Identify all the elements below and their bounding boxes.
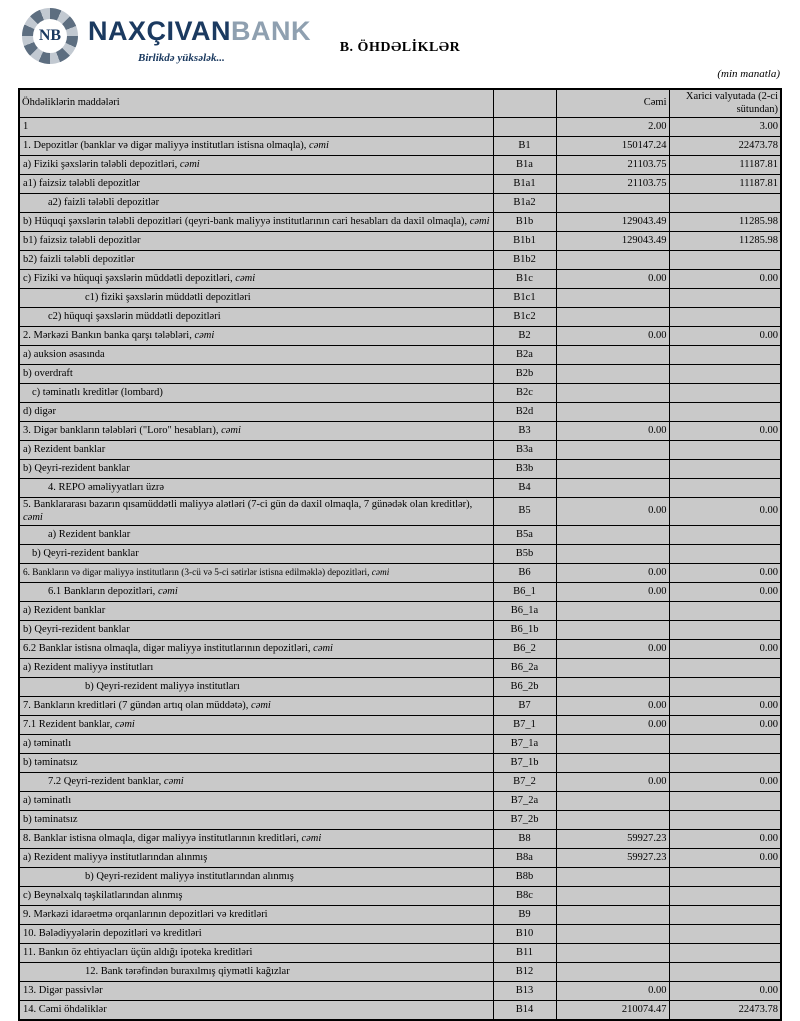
table-row <box>19 602 781 621</box>
row-code-cell <box>493 118 556 137</box>
row-code-cell: B1b2 <box>493 251 556 270</box>
row-code-cell: B1a <box>493 156 556 175</box>
row-total-cell <box>556 621 669 640</box>
row-total-cell <box>556 944 669 963</box>
row-code-cell: B13 <box>493 982 556 1001</box>
row-label-cell: 7.1 Rezident banklar, cəmi <box>19 716 493 735</box>
row-foreign-currency-cell: 0.00 <box>669 830 781 849</box>
row-total-cell: 0.00 <box>556 422 669 441</box>
row-total-cell: 0.00 <box>556 564 669 583</box>
bank-logo <box>22 8 80 66</box>
row-foreign-currency-cell: 11187.81 <box>669 156 781 175</box>
row-label-suffix: cəmi <box>221 424 241 436</box>
row-code-cell: B2c <box>493 384 556 403</box>
row-code-cell: B7_2a <box>493 792 556 811</box>
table-row <box>19 545 781 564</box>
row-code-cell: B8 <box>493 830 556 849</box>
row-label-cell: c) Beynəlxalq təşkilatlarından alınmış <box>19 887 493 906</box>
row-foreign-currency-cell <box>669 944 781 963</box>
row-label-cell: b1) faizsiz tələbli depozitlər <box>19 232 493 251</box>
row-foreign-currency-cell <box>669 792 781 811</box>
row-foreign-currency-cell <box>669 346 781 365</box>
table-row <box>19 251 781 270</box>
row-foreign-currency-cell <box>669 194 781 213</box>
row-code-cell: B7_2b <box>493 811 556 830</box>
row-foreign-currency-cell <box>669 289 781 308</box>
table-row <box>19 422 781 441</box>
table-row <box>19 678 781 697</box>
row-code-cell: B7_2 <box>493 773 556 792</box>
table-row <box>19 289 781 308</box>
table-row <box>19 982 781 1001</box>
row-label-cell: b2) faizli tələbli depozitlər <box>19 251 493 270</box>
row-label-cell: 9. Mərkəzi idarəetmə orqanlarının depozitləri və kreditləri <box>19 906 493 925</box>
row-label-cell: a) Rezident banklar <box>19 526 493 545</box>
row-foreign-currency-cell <box>669 308 781 327</box>
row-label-cell: 12. Bank tərəfindən buraxılmış qiymətli kağızlar <box>19 963 493 982</box>
table-row <box>19 526 781 545</box>
row-total-cell <box>556 602 669 621</box>
row-total-cell <box>556 811 669 830</box>
row-code-cell: B5a <box>493 526 556 545</box>
row-label-cell: 11. Bankın öz ehtiyacları üçün aldığı ipoteka kreditləri <box>19 944 493 963</box>
row-label-cell: 5. Banklararası bazarın qısamüddətli maliyyə alətləri (7-ci gün də daxil olmaqla, 7 günədək olan kreditlər), cəmi <box>19 498 493 526</box>
row-label-suffix: cəmi <box>469 215 490 227</box>
row-code-cell: B1a2 <box>493 194 556 213</box>
table-row <box>19 213 781 232</box>
row-total-cell: 150147.24 <box>556 137 669 156</box>
row-total-cell <box>556 384 669 403</box>
row-code-cell: B1a1 <box>493 175 556 194</box>
row-label-cell: b) Qeyri-rezident banklar <box>19 621 493 640</box>
row-label-suffix: cəmi <box>194 329 215 341</box>
row-total-cell <box>556 194 669 213</box>
table-row <box>19 175 781 194</box>
table-row <box>19 365 781 384</box>
row-label-cell: 6. Bankların və digər maliyyə institutların (3-cü və 5-ci sətirlər istisna edilməklə) depozitləri, cəmi <box>19 564 493 583</box>
row-label-cell: 14. Cəmi öhdəliklər <box>19 1001 493 1021</box>
row-label-cell: a) Fiziki şəxslərin tələbli depozitləri, cəmi <box>19 156 493 175</box>
row-code-cell: B2a <box>493 346 556 365</box>
table-row <box>19 963 781 982</box>
table-row <box>19 1001 781 1021</box>
row-foreign-currency-cell: 0.00 <box>669 716 781 735</box>
row-foreign-currency-cell <box>669 403 781 422</box>
row-foreign-currency-cell: 0.00 <box>669 583 781 602</box>
row-total-cell <box>556 906 669 925</box>
row-foreign-currency-cell <box>669 678 781 697</box>
row-code-cell: B3a <box>493 441 556 460</box>
row-foreign-currency-cell: 0.00 <box>669 327 781 346</box>
table-row <box>19 441 781 460</box>
row-code-cell: B5 <box>493 498 556 526</box>
row-label-cell: a) Rezident banklar <box>19 602 493 621</box>
table-row <box>19 811 781 830</box>
table-row <box>19 232 781 251</box>
table-row <box>19 403 781 422</box>
row-total-cell: 59927.23 <box>556 849 669 868</box>
row-total-cell: 0.00 <box>556 327 669 346</box>
row-total-cell: 129043.49 <box>556 213 669 232</box>
table-header-row <box>19 89 781 118</box>
row-total-cell: 0.00 <box>556 498 669 526</box>
row-label-cell: a2) faizli tələbli depozitlər <box>19 194 493 213</box>
row-code-cell: B7_1 <box>493 716 556 735</box>
row-foreign-currency-cell <box>669 906 781 925</box>
row-total-cell: 0.00 <box>556 982 669 1001</box>
row-label-cell: b) Qeyri-rezident maliyyə institutları <box>19 678 493 697</box>
row-foreign-currency-cell <box>669 365 781 384</box>
row-total-cell: 21103.75 <box>556 156 669 175</box>
row-code-cell: B7_1b <box>493 754 556 773</box>
table-row <box>19 479 781 498</box>
table-row <box>19 308 781 327</box>
row-foreign-currency-cell: 0.00 <box>669 498 781 526</box>
row-label-suffix: cəmi <box>251 699 271 711</box>
row-code-cell: B6_2a <box>493 659 556 678</box>
row-total-cell <box>556 678 669 697</box>
table-row <box>19 498 781 526</box>
row-total-cell: 0.00 <box>556 716 669 735</box>
row-foreign-currency-cell <box>669 441 781 460</box>
row-label-suffix: cəmi <box>235 272 256 284</box>
row-total-cell <box>556 251 669 270</box>
row-foreign-currency-cell: 11187.81 <box>669 175 781 194</box>
row-label-cell: 10. Bələdiyyələrin depozitləri və kreditləri <box>19 925 493 944</box>
row-label-cell: a) Rezident banklar <box>19 441 493 460</box>
bank-tagline: Birlikdə yüksələk... <box>138 52 225 64</box>
row-label-cell: a1) faizsiz tələbli depozitlər <box>19 175 493 194</box>
row-label-cell: 6.2 Banklar istisna olmaqla, digər maliyyə institutlarının depozitləri, cəmi <box>19 640 493 659</box>
row-code-cell: B3 <box>493 422 556 441</box>
col-header-foreign: Xarici valyutada (2-ci sütundan) <box>669 89 781 118</box>
row-label-suffix: cəmi <box>301 832 322 844</box>
row-foreign-currency-cell: 11285.98 <box>669 232 781 251</box>
row-total-cell <box>556 308 669 327</box>
row-code-cell: B1 <box>493 137 556 156</box>
row-code-cell: B6_1b <box>493 621 556 640</box>
row-code-cell: B2b <box>493 365 556 384</box>
table-row <box>19 659 781 678</box>
row-foreign-currency-cell <box>669 963 781 982</box>
row-label-cell: b) Qeyri-rezident banklar <box>19 460 493 479</box>
row-total-cell <box>556 925 669 944</box>
row-code-cell: B1c1 <box>493 289 556 308</box>
row-label-cell: a) təminatlı <box>19 735 493 754</box>
row-total-cell <box>556 659 669 678</box>
row-label-cell: 7.2 Qeyri-rezident banklar, cəmi <box>19 773 493 792</box>
row-total-cell: 210074.47 <box>556 1001 669 1021</box>
row-foreign-currency-cell <box>669 925 781 944</box>
table-row <box>19 137 781 156</box>
row-total-cell <box>556 868 669 887</box>
row-label-cell: 6.1 Bankların depozitləri, cəmi <box>19 583 493 602</box>
table-row <box>19 944 781 963</box>
table-row <box>19 754 781 773</box>
bank-name-secondary: BANK <box>231 16 312 46</box>
table-row <box>19 697 781 716</box>
row-total-cell <box>556 545 669 564</box>
row-label-cell: 8. Banklar istisna olmaqla, digər maliyyə institutlarının kreditləri, cəmi <box>19 830 493 849</box>
col-header-items: Öhdəliklərin maddələri <box>19 89 493 118</box>
row-label-cell: d) digər <box>19 403 493 422</box>
row-total-cell: 129043.49 <box>556 232 669 251</box>
table-row <box>19 194 781 213</box>
row-foreign-currency-cell: 3.00 <box>669 118 781 137</box>
table-row <box>19 118 781 137</box>
logo-monogram-text: NB <box>38 27 62 44</box>
table-row <box>19 621 781 640</box>
row-label-cell: 1. Depozitlər (banklar və digər maliyyə institutları istisna olmaqla), cəmi <box>19 137 493 156</box>
row-label-cell: 7. Bankların kreditləri (7 gündən artıq olan müddətə), cəmi <box>19 697 493 716</box>
row-foreign-currency-cell <box>669 868 781 887</box>
table-row <box>19 735 781 754</box>
row-code-cell: B7_1a <box>493 735 556 754</box>
row-code-cell: B2d <box>493 403 556 422</box>
row-label-cell: 3. Digər bankların tələbləri ("Loro" hesabları), cəmi <box>19 422 493 441</box>
row-total-cell <box>556 887 669 906</box>
row-code-cell: B8a <box>493 849 556 868</box>
row-code-cell: B6_1a <box>493 602 556 621</box>
row-total-cell: 0.00 <box>556 270 669 289</box>
table-row <box>19 906 781 925</box>
row-foreign-currency-cell <box>669 735 781 754</box>
row-foreign-currency-cell <box>669 251 781 270</box>
row-label-suffix: cəmi <box>309 139 329 151</box>
row-code-cell: B14 <box>493 1001 556 1021</box>
row-code-cell: B1c2 <box>493 308 556 327</box>
row-label-suffix: cəmi <box>163 775 184 787</box>
row-foreign-currency-cell <box>669 526 781 545</box>
row-total-cell <box>556 735 669 754</box>
liabilities-table <box>18 88 782 1021</box>
row-total-cell: 0.00 <box>556 583 669 602</box>
row-label-cell: b) təminatsız <box>19 754 493 773</box>
col-header-code <box>493 89 556 118</box>
row-label-cell: c) Fiziki və hüquqi şəxslərin müddətli depozitləri, cəmi <box>19 270 493 289</box>
table-row <box>19 716 781 735</box>
row-total-cell <box>556 441 669 460</box>
row-total-cell <box>556 963 669 982</box>
row-foreign-currency-cell <box>669 602 781 621</box>
row-foreign-currency-cell <box>669 621 781 640</box>
row-code-cell: B6_2 <box>493 640 556 659</box>
table-row <box>19 384 781 403</box>
row-code-cell: B12 <box>493 963 556 982</box>
row-total-cell <box>556 289 669 308</box>
col-header-total: Cəmi <box>556 89 669 118</box>
row-total-cell <box>556 460 669 479</box>
table-row <box>19 792 781 811</box>
row-code-cell: B8c <box>493 887 556 906</box>
row-label-cell: b) Hüquqi şəxslərin tələbli depozitləri (qeyri-bank maliyyə institutlarının cari hesabları da daxil olmaqla), cəmi <box>19 213 493 232</box>
row-label-cell: b) overdraft <box>19 365 493 384</box>
row-code-cell: B6_2b <box>493 678 556 697</box>
table-row <box>19 830 781 849</box>
row-total-cell <box>556 792 669 811</box>
row-label-suffix: cəmi <box>23 511 43 523</box>
row-code-cell: B1b <box>493 213 556 232</box>
row-foreign-currency-cell: 0.00 <box>669 564 781 583</box>
row-label-suffix: cəmi <box>115 718 135 730</box>
table-row <box>19 564 781 583</box>
row-code-cell: B1b1 <box>493 232 556 251</box>
row-label-suffix: cəmi <box>313 642 333 654</box>
row-label-cell: c) təminatlı kreditlər (lombard) <box>19 384 493 403</box>
row-label-cell: b) Qeyri-rezident maliyyə institutlarından alınmış <box>19 868 493 887</box>
row-label-cell: a) Rezident maliyyə institutları <box>19 659 493 678</box>
row-total-cell: 0.00 <box>556 640 669 659</box>
row-label-cell: a) təminatlı <box>19 792 493 811</box>
row-total-cell <box>556 346 669 365</box>
row-label-cell: c1) fiziki şəxslərin müddətli depozitləri <box>19 289 493 308</box>
table-row <box>19 346 781 365</box>
row-total-cell: 2.00 <box>556 118 669 137</box>
row-foreign-currency-cell: 22473.78 <box>669 137 781 156</box>
row-foreign-currency-cell: 0.00 <box>669 697 781 716</box>
table-row <box>19 270 781 289</box>
row-label-cell: a) auksion əsasında <box>19 346 493 365</box>
row-label-cell: a) Rezident maliyyə institutlarından alınmış <box>19 849 493 868</box>
row-total-cell: 59927.23 <box>556 830 669 849</box>
row-label-suffix: cəmi <box>371 567 390 578</box>
row-label-suffix: cəmi <box>157 585 178 597</box>
table-row <box>19 640 781 659</box>
row-foreign-currency-cell <box>669 659 781 678</box>
row-code-cell: B8b <box>493 868 556 887</box>
row-label-cell: b) Qeyri-rezident banklar <box>19 545 493 564</box>
report-header <box>0 0 800 88</box>
row-total-cell: 0.00 <box>556 773 669 792</box>
row-total-cell <box>556 365 669 384</box>
row-label-cell: 13. Digər passivlər <box>19 982 493 1001</box>
row-foreign-currency-cell: 0.00 <box>669 982 781 1001</box>
table-row <box>19 887 781 906</box>
row-code-cell: B5b <box>493 545 556 564</box>
row-total-cell <box>556 479 669 498</box>
row-total-cell: 0.00 <box>556 697 669 716</box>
row-foreign-currency-cell: 0.00 <box>669 270 781 289</box>
table-row <box>19 868 781 887</box>
row-foreign-currency-cell: 0.00 <box>669 640 781 659</box>
row-foreign-currency-cell: 0.00 <box>669 773 781 792</box>
row-foreign-currency-cell <box>669 460 781 479</box>
table-row <box>19 925 781 944</box>
row-code-cell: B4 <box>493 479 556 498</box>
row-code-cell: B6 <box>493 564 556 583</box>
row-total-cell <box>556 403 669 422</box>
row-foreign-currency-cell: 0.00 <box>669 849 781 868</box>
table-row <box>19 156 781 175</box>
row-total-cell <box>556 754 669 773</box>
row-foreign-currency-cell: 22473.78 <box>669 1001 781 1021</box>
page-title: B. ÖHDƏLİKLƏR <box>339 40 461 55</box>
row-foreign-currency-cell <box>669 811 781 830</box>
row-code-cell: B3b <box>493 460 556 479</box>
row-foreign-currency-cell <box>669 479 781 498</box>
table-row <box>19 583 781 602</box>
row-foreign-currency-cell <box>669 545 781 564</box>
row-label-cell: 1 <box>19 118 493 137</box>
row-foreign-currency-cell: 0.00 <box>669 422 781 441</box>
row-foreign-currency-cell <box>669 384 781 403</box>
row-code-cell: B9 <box>493 906 556 925</box>
bank-name-primary: NAXÇIVAN <box>88 16 232 46</box>
table-row <box>19 849 781 868</box>
row-foreign-currency-cell <box>669 887 781 906</box>
table-row <box>19 327 781 346</box>
row-total-cell <box>556 526 669 545</box>
row-code-cell: B10 <box>493 925 556 944</box>
row-code-cell: B7 <box>493 697 556 716</box>
row-code-cell: B11 <box>493 944 556 963</box>
row-label-cell: b) təminatsız <box>19 811 493 830</box>
row-code-cell: B6_1 <box>493 583 556 602</box>
row-total-cell: 21103.75 <box>556 175 669 194</box>
table-row <box>19 460 781 479</box>
row-label-cell: c2) hüquqi şəxslərin müddətli depozitləri <box>19 308 493 327</box>
row-label-suffix: cəmi <box>179 158 200 170</box>
table-row <box>19 773 781 792</box>
row-label-cell: 4. REPO əməliyyatları üzrə <box>19 479 493 498</box>
unit-note: (min manatla) <box>717 68 780 80</box>
row-foreign-currency-cell: 11285.98 <box>669 213 781 232</box>
row-label-cell: 2. Mərkəzi Bankın banka qarşı tələbləri, cəmi <box>19 327 493 346</box>
row-foreign-currency-cell <box>669 754 781 773</box>
table-body <box>19 118 781 1021</box>
row-code-cell: B1c <box>493 270 556 289</box>
row-code-cell: B2 <box>493 327 556 346</box>
